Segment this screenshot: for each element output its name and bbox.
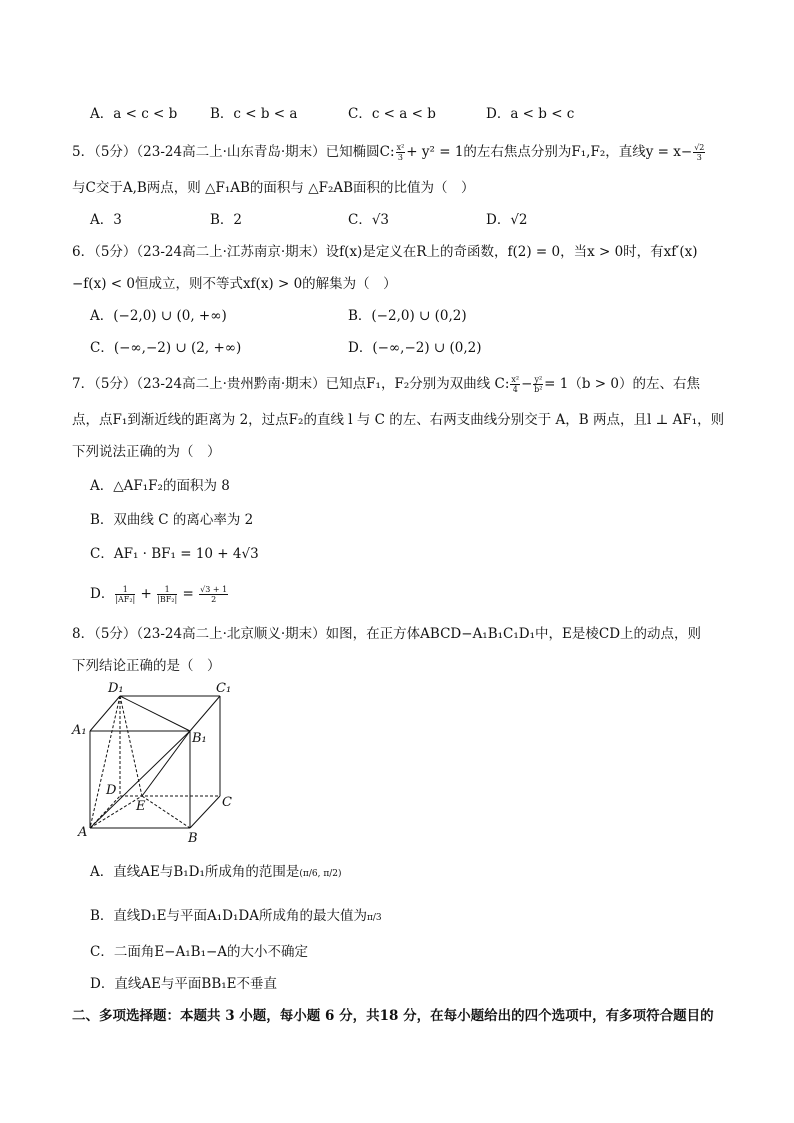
q7-hyp-y-fraction xyxy=(533,375,543,394)
q7-d-prefix: D． xyxy=(90,586,115,602)
q6-option-c: C．(−∞,−2) ∪ (2, +∞) xyxy=(90,340,242,356)
label-c1: C₁ xyxy=(216,681,232,696)
label-a1: A₁ xyxy=(72,723,87,738)
q7-y-den: b² xyxy=(534,385,543,394)
q5-option-d: D．√2 xyxy=(486,212,528,228)
q5-stem-line2: 与C交于A,B两点，则 △F₁AB的面积与 △F₂AB面积的比值为（ ） xyxy=(72,180,475,196)
q7-option-d: D． $\frac{1}{\text{|AF₂|}}$ + $\frac{1}{\text{|BF₂|}}$ = $\frac{√3 + 1}{2}$ xyxy=(90,585,228,604)
q4-option-d: D．a < b < c xyxy=(486,106,575,122)
label-d1: D₁ xyxy=(108,681,124,696)
q8-stem-line1: 8．（5分）（23-24高二上·北京顺义·期末）如图，在正方体ABCD−A₁B₁C₁D₁中，E是棱CD上的动点，则 xyxy=(72,626,702,642)
q6-stem-line1: 6．（5分）（23-24高二上·江苏南京·期末）设f(x)是定义在R上的奇函数，f(2) = 0，当x > 0时，有xf′(x) xyxy=(72,244,698,260)
diagonal-d1b1 xyxy=(120,696,190,731)
label-b1: B₁ xyxy=(192,731,207,746)
q7-d-f2-den: |BF₂| xyxy=(157,595,178,604)
q7-option-a: A．△AF₁F₂的面积为 8 xyxy=(90,478,230,494)
q6-option-b: B．(−2,0) ∪ (0,2) xyxy=(348,308,467,324)
edge-bc xyxy=(190,796,220,828)
q7-stem-line2: 点，点F₁到渐近线的距离为 2，过点F₂的直线 l 与 C 的左、右两支曲线分别交于 A，B 两点，且l ⊥ AF₁，则 xyxy=(72,412,725,428)
q4-option-a: A．a < c < b xyxy=(90,106,178,122)
segment-b1e xyxy=(142,731,190,796)
label-a: A xyxy=(78,825,88,840)
q7-prefix: 7．（5分）（23-24高二上·贵州黔南·期末）已知点F₁，F₂分别为双曲线 C: xyxy=(72,376,510,392)
q8-option-d: D．直线AE与平面BB₁E不垂直 xyxy=(90,976,278,992)
q7-d-frac3 xyxy=(199,585,228,604)
q8-stem-line2: 下列结论正确的是（ ） xyxy=(72,658,221,674)
q5-line-frac-num: √2 xyxy=(694,143,705,152)
q7-option-c: C．AF₁ · BF₁ = 10 + 4√3 xyxy=(90,546,259,562)
hidden-segment-d1e xyxy=(120,696,142,796)
q8-b-value: π/3 xyxy=(366,913,382,923)
q7-x-den: 4 xyxy=(512,385,518,394)
q7-d-f3-num: √3 + 1 xyxy=(200,585,228,594)
hidden-segment-d1a xyxy=(90,696,120,828)
q5-stem-line1 xyxy=(72,140,706,162)
q8-option-c: C．二面角E−A₁B₁−A的大小不确定 xyxy=(90,944,309,960)
q5-prefix: 5．（5分）（23-24高二上·山东青岛·期末）已知椭圆C: xyxy=(72,144,395,160)
q7-d-f3-den: 2 xyxy=(211,595,217,604)
label-e: E xyxy=(136,799,146,814)
q7-d-frac2 xyxy=(157,585,177,604)
q8-a-range: (π/6, π/2) xyxy=(299,869,342,879)
label-c: C xyxy=(222,795,232,810)
q6-stem-line2: −f(x) < 0恒成立，则不等式xf(x) > 0的解集为（ ） xyxy=(72,276,397,292)
q4-option-b: B．c < b < a xyxy=(210,106,298,122)
label-b: B xyxy=(188,831,198,846)
edge-b1c1 xyxy=(190,696,220,731)
q8-b-prefix: B．直线D₁E与平面A₁D₁DA所成角的最大值为 xyxy=(90,908,367,924)
q6-option-a: A．(−2,0) ∪ (0, +∞) xyxy=(90,308,227,324)
hidden-segment-eb xyxy=(142,796,190,828)
q4-option-c: C．c < a < b xyxy=(348,106,436,122)
q5-frac-num: x² xyxy=(396,143,405,152)
section2-heading: 二、多项选择题：本题共 3 小题，每小题 6 分，共18 分，在每小题给出的四个选项中，有多项符合题目的 xyxy=(72,1008,714,1024)
q8-a-prefix: A．直线AE与B₁D₁所成角的范围是 xyxy=(90,864,300,880)
q7-x-num: x² xyxy=(511,375,520,384)
q5-option-c: C．√3 xyxy=(348,212,390,228)
q7-d-frac1 xyxy=(115,585,135,604)
label-d: D xyxy=(106,783,117,798)
q7-d-f1-num: 1 xyxy=(115,585,135,595)
edge-a1d1 xyxy=(90,696,120,731)
q8-option-b xyxy=(90,904,382,924)
q7-hyp-x-fraction xyxy=(510,375,520,394)
q8-option-a xyxy=(90,860,342,880)
q7-y-num: y² xyxy=(534,375,543,384)
q5-ellipse-fraction xyxy=(396,143,406,162)
q5-line-fraction xyxy=(693,143,705,162)
q7-d-f2-num: 1 xyxy=(157,585,177,595)
q5-option-a: A．3 xyxy=(90,212,122,228)
q7-option-b: B．双曲线 C 的离心率为 2 xyxy=(90,512,254,528)
q7-suffix: = 1（b > 0）的左、右焦 xyxy=(544,376,700,392)
q5-frac-den: 3 xyxy=(397,153,403,162)
q7-d-f1-den: |AF₂| xyxy=(115,595,136,604)
q6-option-d: D．(−∞,−2) ∪ (0,2) xyxy=(348,340,482,356)
q5-option-b: B．2 xyxy=(210,212,243,228)
q7-stem-line3: 下列说法正确的为（ ） xyxy=(72,444,221,460)
q5-line-frac-den: 3 xyxy=(696,153,702,162)
cube-figure xyxy=(70,676,250,846)
q5-mid: + y² = 1的左右焦点分别为F₁,F₂，直线y = x− xyxy=(406,144,693,160)
q7-stem-line1: 7．（5分）（23-24高二上·贵州黔南·期末）已知点F₁，F₂分别为双曲线 C: $\frac{\text{x²}}{4}$ − $\frac{\text{y²}}{\text{b²}}$ = 1（b > 0）的左、右焦 xyxy=(72,375,700,394)
